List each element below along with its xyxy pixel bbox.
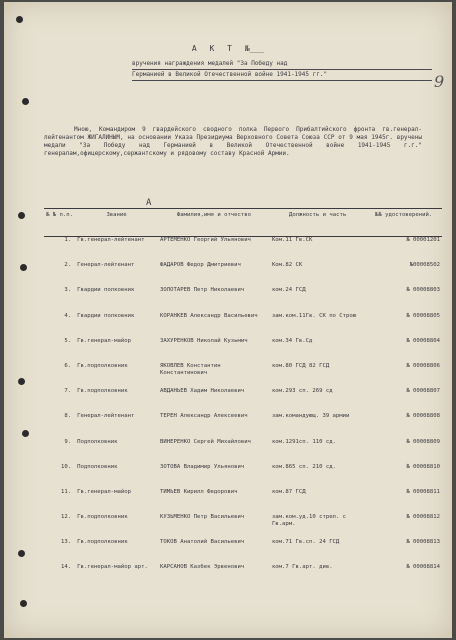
title-number: №___: [244, 44, 265, 53]
binder-hole: [20, 600, 27, 607]
row-certificate: № 00008812: [406, 514, 440, 521]
row-number: 2.: [64, 262, 72, 269]
row-name: ТИМЬЕВ Кирилл Федорович: [160, 488, 238, 495]
table-row: [44, 439, 442, 464]
row-rank: Гв.генерал-майор: [77, 337, 131, 344]
handwritten-mark: 9: [434, 72, 445, 91]
binder-hole: [18, 212, 25, 219]
row-post: ком.34 Гв.Сд: [271, 337, 313, 344]
row-post: ком.24 ГСД: [271, 287, 306, 294]
row-certificate: № 00008814: [406, 564, 440, 571]
row-certificate: № 00008811: [406, 488, 440, 495]
row-post: ком.865 сп. 210 сд.: [271, 463, 336, 470]
row-post: ком.7 Гв.арт. див.: [271, 564, 333, 571]
row-certificate: № 00008805: [406, 312, 440, 319]
row-rank: Гв.подполковник: [77, 362, 128, 369]
header-rank: Звание: [75, 209, 158, 237]
row-name: КУЗЬМЕНКО Петр Васильевич: [160, 514, 245, 521]
row-post: ком.87 ГСД: [271, 488, 306, 495]
table-row: [44, 514, 442, 539]
row-certificate: № 00008807: [406, 388, 440, 395]
row-post: ком.1291сп. 110 сд.: [271, 438, 336, 445]
table-row: [44, 338, 442, 363]
row-number: 10.: [60, 463, 72, 470]
row-number: 13.: [60, 539, 72, 546]
row-rank: Генерал-лейтенант: [77, 413, 135, 420]
row-certificate: № 00008806: [406, 362, 440, 369]
row-name: ВИНЕРЕНКО Сергей Михайлович: [160, 438, 251, 445]
row-certificate: № 00008804: [406, 337, 440, 344]
row-name: ЗОЛОТАРЕВ Петр Николаевич: [160, 287, 245, 294]
row-number: 6.: [64, 362, 72, 369]
table-row: [44, 262, 442, 287]
row-post: зам.ком.11Гв. СК по Строю: [271, 312, 357, 319]
awards-table: [44, 208, 442, 590]
header-certificate: №№ удостоверений.: [365, 209, 442, 237]
row-rank: Генерал-лейтенант: [77, 262, 135, 269]
header-post: Должность и часть: [270, 209, 365, 237]
subtitle-line-1: вручения награждения медалей "За Победу над: [132, 60, 432, 70]
row-certificate: № 00008810: [406, 463, 440, 470]
row-rank: Гв.генерал-майор: [77, 488, 131, 495]
row-name: КОРАНКЕВ Александр Васильевич: [160, 312, 258, 319]
row-post: ком.80 ГСД 82 ГСД: [271, 362, 330, 369]
document-sheet: [4, 2, 452, 638]
table-row: [44, 489, 442, 514]
binder-hole: [18, 550, 25, 557]
table-row: [44, 237, 442, 263]
table-row: [44, 363, 442, 388]
row-name: ТОКОВ Анатолий Васильевич: [160, 539, 245, 546]
table-row: [44, 413, 442, 438]
row-name: КАРСАНОВ Казбек Эрвенович: [160, 564, 245, 571]
table-row: [44, 539, 442, 564]
row-post: ком.293 сп. 269 сд: [271, 388, 333, 395]
binder-hole: [22, 98, 29, 105]
row-certificate: №00008502: [409, 262, 440, 269]
row-certificate: № 00008809: [406, 438, 440, 445]
binder-hole: [16, 16, 23, 23]
row-rank: Подполковник: [77, 463, 118, 470]
row-post: Ком.82 СК: [271, 262, 303, 269]
row-rank: Гв.подполковник: [77, 388, 128, 395]
subtitle-line-2: Германией в Великой Отечественной войне 1941-1945 гг.": [132, 71, 432, 81]
row-number: 5.: [64, 337, 72, 344]
row-certificate: № 00008813: [406, 539, 440, 546]
row-number: 4.: [64, 312, 72, 319]
row-number: 8.: [64, 413, 72, 420]
row-rank: Гв.подполковник: [77, 539, 128, 546]
row-number: 1.: [64, 237, 72, 243]
header-number: № № п.п.: [44, 209, 75, 237]
row-name: ФАДАРОВ Федор Дмитриевич: [160, 262, 241, 269]
header-name: Фамилия,имя и отчество: [158, 209, 270, 237]
row-number: 11.: [60, 488, 72, 495]
table-header-row: [44, 209, 442, 237]
row-name: АРТЕМЕНКО Георгий Ульянович: [160, 237, 251, 243]
title-word: А К Т: [191, 44, 236, 53]
row-rank: Подполковник: [77, 438, 118, 445]
row-rank: Гв.подполковник: [77, 514, 128, 521]
row-number: 14.: [60, 564, 72, 571]
table-row: [44, 564, 442, 589]
document-title: [4, 44, 452, 53]
row-name: ЗАХУРЕНКОВ Николай Кузьмич: [160, 337, 248, 344]
binder-hole: [22, 430, 29, 437]
table-row: [44, 313, 442, 338]
row-certificate: № 00001201: [406, 237, 440, 243]
table-row: [44, 464, 442, 489]
margin-mark: А: [146, 198, 152, 208]
row-number: 3.: [64, 287, 72, 294]
row-number: 7.: [64, 388, 72, 395]
row-rank: Гв.генерал-лейтенант: [77, 237, 145, 243]
row-post: ком.71 Гв.сп. 24 ГСД: [271, 539, 340, 546]
row-certificate: № 00008803: [406, 287, 440, 294]
row-number: 9.: [64, 438, 72, 445]
row-name: ТЕРЕН Александр Алексеевич: [160, 413, 248, 420]
row-rank: Гвардии полковник: [77, 312, 135, 319]
row-rank: Гв.генерал-майор арт.: [77, 564, 148, 571]
document-subtitle: [132, 60, 432, 82]
intro-paragraph: Мною, Командиром 9 гвардейского сводного полка Первого Прибалтийского фронта гв.генерал-лейтенантом ЖИГАЛИНЫМ, на основании Указа Президиума Верховного Совета Союза ССР от 9 мая 1945г. вручены медали "За Победу над Германией в Великой Отечественной войне 1941-1945 г.г." генералам,офицерскому,сержантскому и рядовому составу Красной Армии.: [44, 126, 422, 157]
row-rank: Гвардии полковник: [77, 287, 135, 294]
row-name: ЯКОВЛЕВ Константин Константинович: [160, 362, 221, 376]
row-post: зам.ком.уд.10 стрел. с Гв.арм.: [271, 514, 347, 528]
row-name: АВДАНЬЕВ Хадим Николаевич: [160, 388, 245, 395]
row-certificate: № 00008808: [406, 413, 440, 420]
table-row: [44, 287, 442, 312]
row-post: Ком.11 Гв.СК: [271, 237, 313, 243]
row-post: зам.командующ. 39 армии: [271, 413, 350, 420]
binder-hole: [20, 264, 27, 271]
binder-hole: [18, 378, 25, 385]
row-number: 12.: [60, 514, 72, 521]
table-row: [44, 388, 442, 413]
row-name: ЗОТОВА Владимир Ульянович: [160, 463, 245, 470]
